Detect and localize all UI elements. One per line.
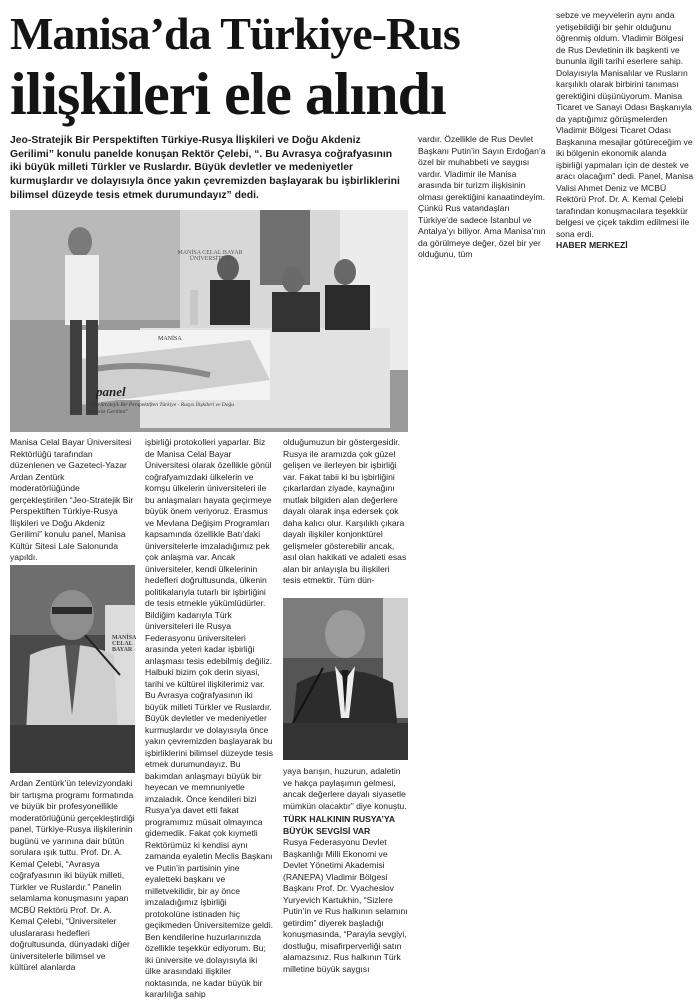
article-column-1-top	[10, 437, 135, 564]
article-column-1-bottom	[10, 778, 135, 974]
banner-subtitle: “Jeo-Stratejik Bir Perspektiften Türkiye - Rusya İlişkileri ve Doğu Akdeniz Gerilimi”	[88, 402, 235, 415]
university-sign: MANİSA CELAL BAYAR	[112, 635, 137, 653]
speaker-photo-right	[283, 598, 408, 760]
article-text: Manisa Celal Bayar Üniversitesi Rektörlüğü tarafından düzenlenen ve Gazeteci-Yazar Ardan Zentürk moderatörlüğünde gerçekleştirilen “Jeo-Stratejik Bir Perspektiften Türkiye-Rusya İlişkileri ve Doğu Akdeniz Gerilimi” konulu panel, Manisa Kültür Sitesi Lale Salonunda yapıldı.	[10, 437, 134, 562]
article-text: Rusya Federasyonu Devlet Başkanlığı Milli Ekonomi ve Devlet Yönetimi Akademisi (RANEPA) Vladimir Bölgesi Başkanı Prof. Dr. Vyacheslov Yuryevich Kartukhin, “Sizlere Putin’in ve Rus halkının selamını getirdim” diyerek başladığı konuşmasında, “Parayla sevgiyi, dostluğu, misafirperverliği satın alamazsınız. Rus halkının Türk milletine büyük saygısı	[283, 837, 408, 974]
article-column-3-top	[283, 437, 408, 587]
article-text: işbirliği protokolleri yaparlar. Biz de Manisa Celal Bayar Üniversitesi olarak özellikle gönül coğrafyamızdaki ülkelerin ve komşu ülkelerin üniversiteleri ile bu anlaşmaları hayata geçirmeye büyük önem veriyoruz. Erasmus ve Mevlana Değişim Programları kapsamında özellikle Batı’daki üniversitelerle imzaladığımız pek çok anlaşma var. Ancak üniversiteler, kendi ülkelerinin hedefleri doğrultusunda, ülkenin politikalarıyla tutarlı bir işbirliğini de tesis etmekle yükümlüdürler. Bildiğim kadarıyla Türk üniversiteleri ile Rusya Federasyonu üniversiteleri arasında yeteri kadar işbirliği anlaşması tesis edebilmiş değiliz. Halbuki bizim çok derin siyasi, tarihi ve kültürel ilişkilerimiz var. Bu Avrasya coğrafyasının iki büyük milleti Türkler ve Ruslardır. Büyük devletler ve medeniyetler kurmuşlardır ve dolayısıyla önce yakın çevremizden başlayarak bu işbirliklerini bilimsel düzeyde tesis etmek durumundayız. Bu bakımdan anlaşmayı büyük bir heyecan ve memnuniyetle imzaladık. Önce kendileri bizi Rusya’ya davet etti fakat programımız müsait olmayınca gidemedik. Fakat çok kıymetli Rektörümüz ki kendisi aynı zamanda eyaletin Meclis Başkanı ve Putin’in partisinin yine eyaletteki başkanı ve milletvekilidir, bir ay önce imzaladığımız işbirliği protokolüne istinaden hiç geçikmeden Üniversitemize geldi. Ben kendilerine huzurlarınızda özellikle teşekkür ediyorum. Bu; iki üniversite ve dolayısıyla iki ülke arasındaki ilişkiler noktasında, ne kadar büyük bir kararlılığa sahip	[145, 437, 274, 999]
podium-label: MANİSA	[158, 336, 182, 342]
article-text: vardır. Özellikle de Rus Devlet Başkanı Putin’in Sayın Erdoğan’a özel bir muhabbeti ve saygısı vardır. Vladimir ile Manisa arasında bir turizm ilişkisinin olması gerektiğini kanaatindeyim. Çünkü Rus vatandaşları Türkiye’de sadece İstanbul ve Antalya’yı biliyor. Ama Manisa’nın da görülmeye değer, özel bir yer olduğunu, tüm	[418, 134, 546, 259]
byline: HABER MERKEZİ	[556, 240, 628, 250]
speaker-photo-left	[10, 565, 135, 773]
university-sign: MANİSA CELAL BAYAR ÜNİVERSİTESİ	[177, 250, 243, 262]
lede-paragraph: Jeo-Stratejik Bir Perspektiften Türkiye-Rusya İlişkileri ve Doğu Akdeniz Gerilimi” konulu panelde konuşan Rektör Çelebi, “. Bu Avrasya coğrafyasının iki büyük milleti Türkler ve Ruslardır. Büyük devletler ve medeniyetler kurmuşlardır ve dolayısıyla önce yakın çevremizden başlayarak bu işbirliklerini bilimsel düzeyde tesis etmek durumundayız” dedi.	[10, 135, 400, 201]
headline-line-2: ilişkileri ele alındı	[10, 61, 446, 127]
banner-title: panel	[96, 384, 126, 399]
headline-line-1: Manisa’da Türkiye-Rus	[10, 8, 460, 59]
article-text: Ardan Zentürk’ün televizyondaki bir tartışma programı formatında ve büyük bir profesyonellikle moderatörlüğünü gerçekleştirdiği panel, Türkiye-Rusya ilişkilerinin bugünü ve yarınına dair bütün sorulara ışık tuttu. Prof. Dr. A. Kemal Çelebi, “Avrasya coğrafyasının iki büyük milleti, Türkler ve Ruslardır.” Panelin selamlama konuşmasını yapan MCBÜ Rektörü Prof. Dr. A. Kemal Çelebi, “Üniversiteler uluslararası hedefleri doğrultusunda, dünyadaki diğer üniversitelerle bilimsel ve kültürel alanlarda	[10, 778, 135, 972]
subheading: TÜRK HALKININ RUSYA’YA BÜYÜK SEVGİSİ VAR	[283, 814, 395, 836]
headline	[10, 6, 542, 126]
panel-photo	[10, 210, 408, 432]
article-text: sebze ve meyvelerin aynı anda yetişebildiği bir şehir olduğunu öğrenmiş oldum. Vladimir Bölgesi de Rus Devletinin ilk başkenti ve bununla ilgili tarihi eserlere sahip. Dolayısıyla Manisalılar ve Rusların karşılıklı olarak birbirini tanıması gerektiğini düşünüyorum. Manisa Ticaret ve Sanayi Odası Başkanıyla da yaptığımız görüşmelerden Vladimir Bölgesi Ticaret Odası Başkanına mesajlar götüreceğim ve iki bölgenin ekonomik alanda işbirliği yapmaları için de destek ve aracı olacağım” dedi. Panel, Manisa Valisi Ahmet Deniz ve MCBÜ Rektörü Prof. Dr. A. Kemal Çelebi tarafından konuşmacılara teşekkür belgesi ve çiçek takdim edilmesi ile sona erdi.	[556, 10, 694, 239]
article-column-3-bottom	[283, 766, 408, 975]
article-column-top-right-1	[418, 134, 546, 261]
article-text: yaya barışın, huzurun, adaletin ve hakça paylaşımın gelmesi, ancak değerlere dayalı siyasetle mümkün olacaktır” diye konuştu.	[283, 766, 407, 811]
article-column-top-right-2	[556, 10, 694, 252]
article-column-2	[145, 437, 273, 1001]
article-text: olduğumuzun bir göstergesidir. Rusya ile aramızda çok güzel gelişen ve ilerleyen bir işbirliği var. Fakat tabii ki bu işbirliğini çıkarlardan ziyade, kaynağını mutlak bilgiden alan değerlere dayalı olarak inşa edersek çok daha kalıcı olur. Karşılıklı çıkara dayalı ilişkiler konjonktürel gelişmeler gösterebilir ancak, asıl olan hakikati ve adaleti esas alan bir anlayışla bu ilişkileri tesis etmektir. Tüm dün-	[283, 437, 407, 585]
